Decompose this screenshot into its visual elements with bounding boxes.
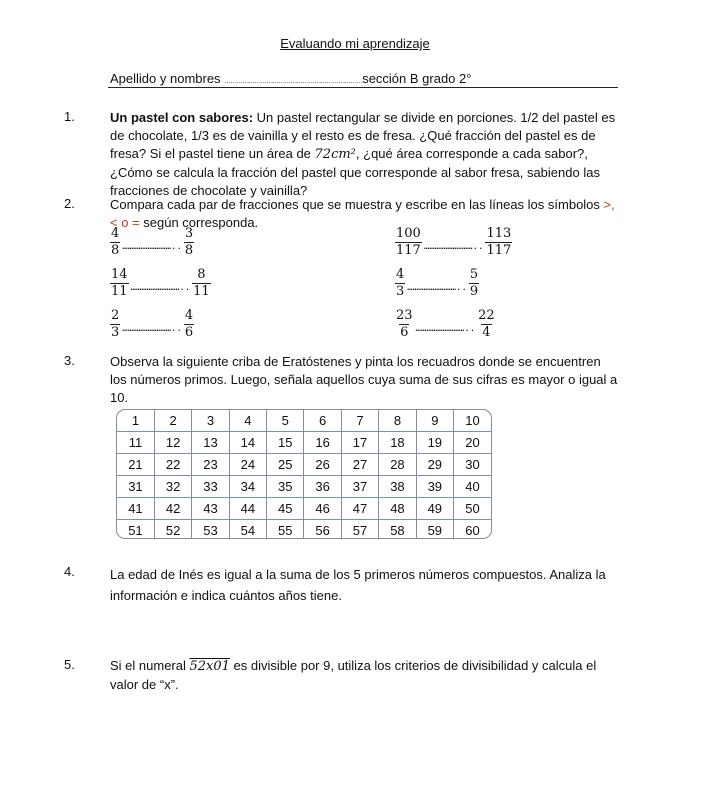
fraction-left <box>110 226 120 259</box>
sieve-cell[interactable]: 32 <box>154 476 191 498</box>
sieve-row <box>117 520 491 540</box>
fraction-denominator: 3 <box>396 284 405 299</box>
header-divider <box>108 87 618 88</box>
sieve-cell[interactable]: 8 <box>379 410 416 432</box>
eratosthenes-sieve <box>116 409 492 539</box>
fraction-numerator: 3 <box>184 226 194 241</box>
sieve-cell[interactable]: 5 <box>267 410 304 432</box>
sieve-table <box>117 410 491 539</box>
fraction-right <box>184 308 194 341</box>
sieve-cell[interactable]: 58 <box>379 520 416 540</box>
fraction-denominator: 11 <box>193 284 210 299</box>
sieve-cell[interactable]: 51 <box>117 520 154 540</box>
q1-lead: Un pastel con sabores: <box>110 110 254 125</box>
fraction-denominator: 4 <box>482 325 491 340</box>
fraction-right <box>469 267 479 300</box>
q4-text-a: La edad de Inés es igual a la suma de los 5 primeros números compuestos. Analiza la <box>110 567 606 582</box>
section-label: sección B grado 2° <box>362 71 472 86</box>
sieve-cell[interactable]: 35 <box>267 476 304 498</box>
comparison-pair-2 <box>395 226 512 259</box>
q5-text-a: Si el numeral <box>110 658 190 673</box>
sieve-row <box>117 410 491 432</box>
fraction-numerator: 22 <box>478 308 495 323</box>
sieve-cell[interactable]: 6 <box>304 410 341 432</box>
name-blank: …………………………………………………………… <box>224 78 363 85</box>
sieve-cell[interactable]: 29 <box>416 454 453 476</box>
comparison-pair-6 <box>395 308 496 341</box>
fraction-right <box>192 267 211 300</box>
sieve-row <box>117 432 491 454</box>
q4-text-b: información e indica cuántos años tiene. <box>110 588 342 603</box>
fraction-numerator: 8 <box>197 267 206 282</box>
sieve-cell[interactable]: 33 <box>192 476 229 498</box>
fraction-denominator: 8 <box>111 243 120 258</box>
sieve-cell[interactable]: 16 <box>304 432 341 454</box>
sieve-cell[interactable]: 31 <box>117 476 154 498</box>
sieve-cell[interactable]: 55 <box>267 520 304 540</box>
comparison-pair-4 <box>395 267 479 300</box>
sieve-cell[interactable]: 57 <box>341 520 378 540</box>
fraction-left <box>395 308 414 341</box>
sieve-cell[interactable]: 11 <box>117 432 154 454</box>
fraction-left <box>110 267 129 300</box>
fraction-denominator: 9 <box>469 284 479 299</box>
sieve-cell[interactable]: 3 <box>192 410 229 432</box>
q1-text-b: , ¿qué área corresponde a cada sabor?, ¿Cómo se calcula la fracción del pastel que corresponde al sabor fresa, sabiendo las fracciones de chocolate y vainilla? <box>110 146 600 198</box>
fraction-right <box>485 226 512 259</box>
sieve-row <box>117 454 491 476</box>
sieve-cell[interactable]: 20 <box>454 432 491 454</box>
sieve-row <box>117 498 491 520</box>
sieve-cell[interactable]: 50 <box>454 498 491 520</box>
sieve-cell[interactable]: 42 <box>154 498 191 520</box>
q2-text-a: Compara cada par de fracciones que se muestra y escribe en las líneas los símbolos <box>110 197 604 212</box>
fraction-numerator: 4 <box>184 308 194 323</box>
sieve-cell[interactable]: 60 <box>454 520 491 540</box>
sieve-cell[interactable]: 2 <box>154 410 191 432</box>
sieve-cell[interactable]: 22 <box>154 454 191 476</box>
sieve-cell[interactable]: 15 <box>267 432 304 454</box>
sieve-cell[interactable]: 23 <box>192 454 229 476</box>
q5-numeral: 52x01 <box>189 659 230 674</box>
fraction-numerator: 113 <box>486 226 512 241</box>
sieve-cell[interactable]: 34 <box>229 476 266 498</box>
q3-number: 3. <box>64 353 75 368</box>
comparison-pair-5 <box>110 308 194 341</box>
fraction-denominator: 117 <box>486 243 512 258</box>
fraction-right <box>477 308 496 341</box>
fraction-right <box>184 226 194 259</box>
q4-text <box>110 564 620 606</box>
fraction-denominator: 6 <box>184 325 194 340</box>
sieve-row <box>117 476 491 498</box>
name-label: Apellido y nombres <box>110 71 221 86</box>
q1-area: 72cm² <box>314 147 356 162</box>
sieve-cell[interactable]: 48 <box>379 498 416 520</box>
sieve-cell[interactable]: 36 <box>304 476 341 498</box>
comparison-pair-3 <box>110 267 211 300</box>
q4-number: 4. <box>64 564 75 579</box>
fraction-numerator: 23 <box>396 308 413 323</box>
sieve-cell[interactable]: 46 <box>304 498 341 520</box>
fraction-numerator: 14 <box>111 267 128 282</box>
sieve-cell[interactable]: 4 <box>229 410 266 432</box>
answer-blank[interactable]: ……………………….. <box>130 282 191 293</box>
sieve-cell[interactable]: 1 <box>117 410 154 432</box>
q2-text-b: según corresponda. <box>139 215 259 230</box>
fraction-left <box>110 308 120 341</box>
student-name-line <box>110 71 471 86</box>
sieve-cell[interactable]: 30 <box>454 454 491 476</box>
sieve-cell[interactable]: 25 <box>267 454 304 476</box>
sieve-cell[interactable]: 27 <box>341 454 378 476</box>
q5-number: 5. <box>64 657 75 672</box>
q5-text-c: valor de “x”. <box>110 677 179 692</box>
sieve-cell[interactable]: 26 <box>304 454 341 476</box>
fraction-denominator: 8 <box>184 243 194 258</box>
sieve-cell[interactable]: 53 <box>192 520 229 540</box>
sieve-cell[interactable]: 56 <box>304 520 341 540</box>
q2-symbols: >,< o = <box>110 197 615 230</box>
sieve-cell[interactable]: 28 <box>379 454 416 476</box>
fraction-numerator: 4 <box>396 267 405 282</box>
sieve-cell[interactable]: 49 <box>416 498 453 520</box>
fraction-left <box>395 226 422 259</box>
sieve-cell[interactable]: 37 <box>341 476 378 498</box>
sieve-cell[interactable]: 17 <box>341 432 378 454</box>
fraction-denominator: 117 <box>396 243 421 258</box>
q1-text-a: Un pastel rectangular se divide en porciones. 1/2 del pastel es de chocolate, 1/3 es de vainilla y el resto es de fresa. ¿Qué fracción del pastel es de fresa? Si el pastel tiene un área de <box>110 110 616 161</box>
sieve-cell[interactable]: 7 <box>341 410 378 432</box>
q5-text <box>110 657 620 694</box>
sieve-cell[interactable]: 21 <box>117 454 154 476</box>
sieve-cell[interactable]: 12 <box>154 432 191 454</box>
sieve-cell[interactable]: 43 <box>192 498 229 520</box>
q1-text <box>110 109 620 200</box>
sieve-cell[interactable]: 44 <box>229 498 266 520</box>
q2-number: 2. <box>64 196 75 211</box>
sieve-cell[interactable]: 59 <box>416 520 453 540</box>
fraction-denominator: 6 <box>400 325 409 340</box>
fraction-numerator: 5 <box>469 267 479 282</box>
sieve-cell[interactable]: 24 <box>229 454 266 476</box>
comparison-pair-1 <box>110 226 194 259</box>
sieve-cell[interactable]: 40 <box>454 476 491 498</box>
fraction-left <box>395 267 405 300</box>
sieve-cell[interactable]: 18 <box>379 432 416 454</box>
answer-blank[interactable]: ……………………….. <box>122 323 182 334</box>
sieve-cell[interactable]: 19 <box>416 432 453 454</box>
fraction-denominator: 3 <box>111 325 120 340</box>
sieve-cell[interactable]: 41 <box>117 498 154 520</box>
sieve-cell[interactable]: 10 <box>454 410 491 432</box>
sieve-cell[interactable]: 9 <box>416 410 453 432</box>
q5-text-b: es divisible por 9, utiliza los criterios de divisibilidad y calcula el <box>229 658 597 673</box>
fraction-numerator: 100 <box>396 226 421 241</box>
fraction-denominator: 11 <box>111 284 128 299</box>
answer-blank[interactable]: ……………………….. <box>122 241 182 252</box>
sieve-cell[interactable]: 52 <box>154 520 191 540</box>
worksheet-title: Evaluando mi aprendizaje <box>280 36 430 51</box>
sieve-cell[interactable]: 13 <box>192 432 229 454</box>
sieve-cell[interactable]: 45 <box>267 498 304 520</box>
sieve-cell[interactable]: 14 <box>229 432 266 454</box>
fraction-numerator: 2 <box>111 308 120 323</box>
sieve-cell[interactable]: 39 <box>416 476 453 498</box>
sieve-cell[interactable]: 47 <box>341 498 378 520</box>
q3-text: Observa la siguiente criba de Eratóstenes y pinta los recuadros donde se encuentren los números primos. Luego, señala aquellos cuya suma de sus cifras es mayor o igual a 10. <box>110 354 618 405</box>
answer-blank[interactable]: ……………………….. <box>407 282 467 293</box>
answer-blank[interactable]: ……………………….. <box>423 241 484 252</box>
sieve-cell[interactable]: 38 <box>379 476 416 498</box>
sieve-cell[interactable]: 54 <box>229 520 266 540</box>
q1-number: 1. <box>64 109 75 124</box>
fraction-numerator: 4 <box>111 226 120 241</box>
answer-blank[interactable]: ……………………….. <box>415 323 476 334</box>
